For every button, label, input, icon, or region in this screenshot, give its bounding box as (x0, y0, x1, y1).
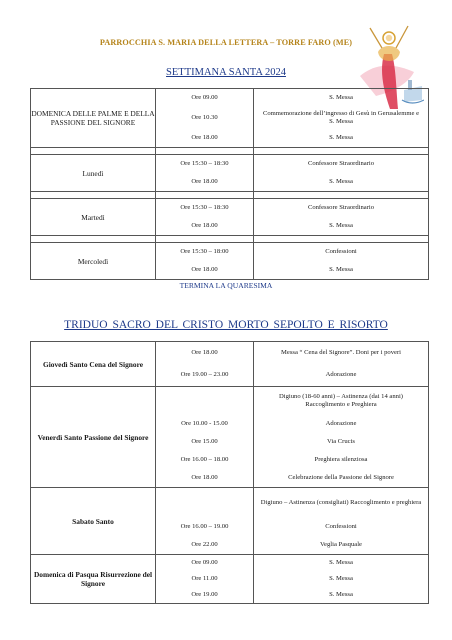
schedule-row (31, 89, 429, 108)
holy-week-schedule (30, 88, 429, 280)
time-cell (156, 536, 254, 555)
activity-cell (254, 387, 429, 416)
parish-name: PARROCCHIA S. MARIA DELLA LETTERA – TORRE FARO (ME) (99, 38, 353, 47)
time-cell (156, 342, 254, 365)
time-text: Ore 18.00 (191, 266, 218, 273)
schedule-row (31, 155, 429, 174)
activity-text: Digiuno (18-60 anni) – Astinenza (dai 14 anni) Raccoglimento e Preghiera (279, 393, 403, 408)
activity-cell (254, 243, 429, 262)
holy-week-title: SETTIMANA SANTA 2024 (166, 67, 286, 78)
spacer-cell (254, 236, 429, 243)
time-text: Ore 18.00 (191, 474, 218, 481)
time-text: Ore 16.00 – 19.00 (180, 523, 229, 530)
time-cell (156, 89, 254, 108)
spacer-cell (156, 236, 254, 243)
activity-text: S. Messa (329, 222, 353, 229)
schedule-row (31, 199, 429, 218)
spacer-cell (31, 192, 156, 199)
activity-text: Via Crucis (327, 438, 355, 445)
day-cell: Martedì (31, 199, 156, 236)
time-text: Ore 15:30 – 18:00 (180, 248, 229, 255)
time-cell (156, 107, 254, 129)
time-cell (156, 415, 254, 433)
spacer-cell (254, 148, 429, 155)
activity-text: Confessioni (325, 248, 357, 255)
time-text: Ore 10.30 (191, 114, 218, 121)
activity-text: S. Messa (329, 591, 353, 598)
activity-cell (254, 415, 429, 433)
activity-cell (254, 587, 429, 604)
activity-cell (254, 451, 429, 469)
time-cell (156, 433, 254, 451)
time-text: Ore 09.00 (191, 94, 218, 101)
activity-cell (254, 89, 429, 108)
activity-cell (254, 469, 429, 488)
time-text: Ore 15:30 – 18:30 (180, 160, 229, 167)
time-text: Ore 15:30 – 18:30 (180, 204, 229, 211)
activity-cell (254, 173, 429, 192)
time-cell (156, 488, 254, 519)
spacer-row (31, 236, 429, 243)
activity-text: Preghiera silenziosa (314, 456, 368, 463)
activity-text: S. Messa (329, 178, 353, 185)
time-text: Ore 18.00 (191, 134, 218, 141)
time-cell (156, 129, 254, 148)
time-text: Ore 18.00 (191, 349, 218, 356)
time-cell (156, 451, 254, 469)
activity-cell (254, 536, 429, 555)
triduum-schedule (30, 341, 429, 604)
schedule-row (31, 488, 429, 519)
spacer-cell (156, 192, 254, 199)
time-cell (156, 155, 254, 174)
time-text: Ore 22.00 (191, 541, 218, 548)
time-cell (156, 587, 254, 604)
schedule-row (31, 342, 429, 365)
activity-cell (254, 555, 429, 572)
activity-cell (254, 217, 429, 236)
time-cell (156, 571, 254, 587)
activity-text: Confessioni (325, 523, 357, 530)
activity-cell (254, 199, 429, 218)
activity-cell (254, 433, 429, 451)
day-cell: Giovedì Santo Cena del Signore (31, 342, 156, 387)
time-cell (156, 469, 254, 488)
activity-text: S. Messa (329, 134, 353, 141)
activity-text: S. Messa (329, 559, 353, 566)
time-text: Ore 11.00 (191, 575, 218, 582)
activity-text: Confessore Straordinario (307, 160, 375, 167)
activity-text: Celebrazione della Passione del Signore (288, 474, 394, 481)
day-cell: Domenica di Pasqua Risurrezione del Signore (31, 555, 156, 604)
time-text: Ore 19.00 – 23.00 (180, 371, 229, 378)
time-text: Ore 18.00 (191, 222, 218, 229)
activity-cell (254, 261, 429, 280)
spacer-row (31, 192, 429, 199)
spacer-cell (156, 148, 254, 155)
time-text: Ore 16.00 – 18.00 (180, 456, 229, 463)
time-text (156, 387, 253, 415)
end-of-lent-notice: TERMINA LA QUARESIMA (179, 281, 273, 290)
day-cell: DOMENICA DELLE PALME E DELLA PASSIONE DEL SIGNORE (31, 89, 156, 148)
activity-text: Veglia Pasquale (320, 541, 362, 548)
activity-cell (254, 518, 429, 536)
schedule-row (31, 387, 429, 416)
time-cell (156, 518, 254, 536)
schedule-row (31, 555, 429, 572)
spacer-cell (31, 148, 156, 155)
activity-text: S. Messa (329, 575, 353, 582)
spacer-row (31, 148, 429, 155)
activity-text: S. Messa (329, 94, 353, 101)
activity-text: Confessore Straordinario (307, 204, 375, 211)
day-cell: Mercoledì (31, 243, 156, 280)
time-text: Ore 09.00 (191, 559, 218, 566)
activity-cell (254, 488, 429, 519)
activity-cell (254, 155, 429, 174)
spacer-cell (254, 192, 429, 199)
time-cell (156, 173, 254, 192)
day-cell: Venerdì Santo Passione del Signore (31, 387, 156, 488)
activity-cell (254, 129, 429, 148)
time-text: Ore 10.00 - 15.00 (181, 420, 228, 427)
time-cell (156, 387, 254, 416)
activity-cell (254, 107, 429, 129)
activity-text: Adorazione (325, 420, 357, 427)
time-text: Ore 15.00 (191, 438, 218, 445)
spacer-cell (31, 236, 156, 243)
day-cell: Sabato Santo (31, 488, 156, 555)
activity-cell (254, 571, 429, 587)
time-cell (156, 217, 254, 236)
activity-cell (254, 342, 429, 365)
time-cell (156, 199, 254, 218)
time-cell (156, 243, 254, 262)
time-text: Ore 19.00 (191, 591, 218, 598)
activity-cell (254, 364, 429, 387)
time-cell (156, 555, 254, 572)
time-cell (156, 364, 254, 387)
activity-text: Commemorazione dell’ingresso di Gesù in Gerusalemme e S. Messa (262, 110, 419, 125)
time-cell (156, 261, 254, 280)
activity-text: S. Messa (329, 266, 353, 273)
schedule-row (31, 243, 429, 262)
activity-text: Adorazione (325, 371, 357, 378)
time-text (156, 488, 253, 518)
time-text: Ore 18.00 (191, 178, 218, 185)
triduum-title: TRIDUO SACRO DEL CRISTO MORTO SEPOLTO E RISORTO (64, 319, 388, 331)
activity-text: Messa “ Cena del Signore”. Doni per i poveri (281, 349, 401, 356)
activity-text: Digiuno – Astinenza (consigliati) Raccoglimento e preghiera (260, 499, 422, 506)
day-cell: Lunedì (31, 155, 156, 192)
